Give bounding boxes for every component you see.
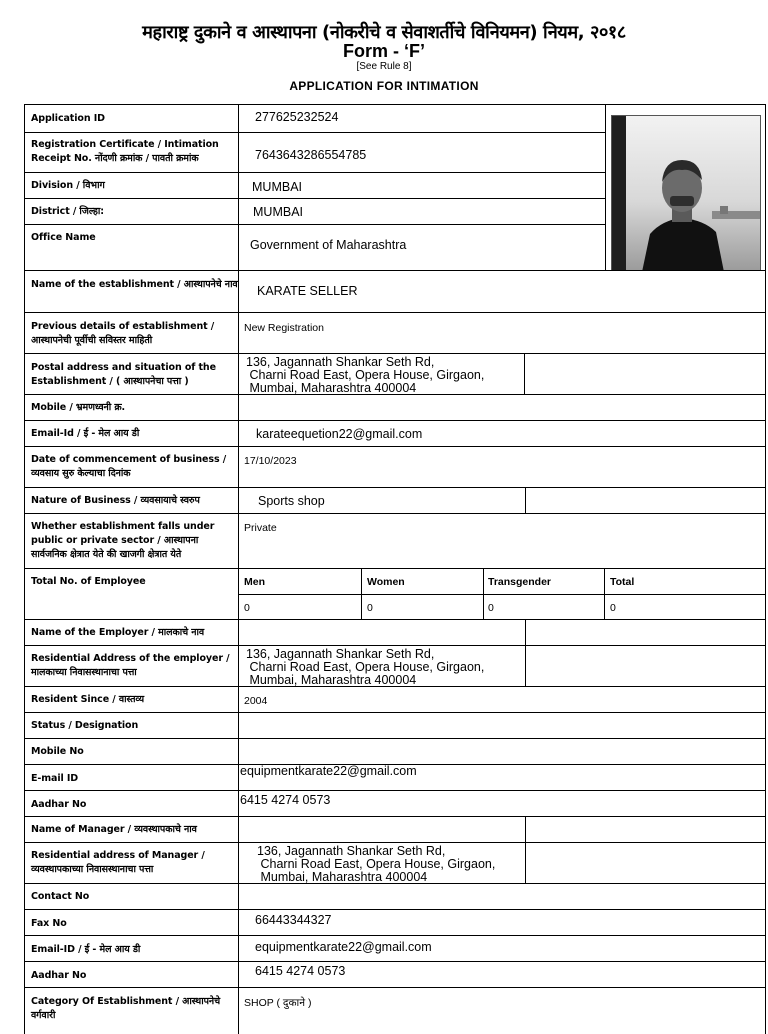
employees-total-value: 0 (610, 602, 616, 614)
sector-value: Private (244, 522, 277, 534)
resident-since-label: Resident Since / वास्तव्य (31, 694, 145, 705)
employees-women-header: Women (367, 576, 405, 588)
manager-aadhar-label: Aadhar No (31, 970, 87, 981)
office-details-section (24, 104, 766, 270)
email-label: Email-Id / ई - मेल आय डी (31, 428, 140, 439)
manager-address-row (24, 842, 766, 883)
commencement-row (24, 446, 766, 487)
manager-name-row (24, 816, 766, 842)
employer-address-label: Residential Address of the employer / मालकाच्या निवासस्थानाचा पत्ता (31, 653, 230, 678)
previous-details-label: Previous details of establishment / आस्थापनेची पूर्वीची सविस्तर माहिती (31, 321, 215, 346)
resident-since-row (24, 686, 766, 712)
employer-email-label: E-mail ID (31, 773, 79, 784)
district-label: District / जिल्हा: (31, 206, 104, 217)
applicant-photo (611, 115, 761, 271)
division-label: Division / विभाग (31, 180, 105, 191)
employees-total-header: Total (610, 576, 635, 588)
employer-aadhar-value: 6415 4274 0573 (240, 793, 331, 807)
employees-transgender-value: 0 (488, 602, 494, 614)
district-value: MUMBAI (253, 205, 303, 219)
nature-of-business-row (24, 487, 766, 513)
sector-row (24, 513, 766, 568)
status-row (24, 712, 766, 738)
establishment-name-row (24, 270, 766, 312)
employees-men-value: 0 (244, 602, 250, 614)
contact-no-row (24, 883, 766, 909)
employees-women-value: 0 (367, 602, 373, 614)
email-value: karateequetion22@gmail.com (256, 427, 423, 441)
registration-no-value: 7643643286554785 (255, 148, 367, 162)
resident-since-value: 2004 (244, 695, 268, 707)
employer-aadhar-label: Aadhar No (31, 799, 87, 810)
manager-aadhar-row (24, 961, 766, 987)
manager-email-value: equipmentkarate22@gmail.com (255, 940, 432, 954)
contact-no-label: Contact No (31, 891, 90, 902)
employer-address-value: 136, Jagannath Shankar Seth Rd, Charni Road East, Opera House, Girgaon, Mumbai, Maharashtra 400004 (246, 647, 485, 687)
manager-address-label: Residential address of Manager / व्यवस्थापकाच्या निवासस्थानाचा पत्ता (31, 850, 205, 875)
postal-address-row (24, 353, 766, 394)
establishment-name-label: Name of the establishment / आस्थापनेचे नाव (31, 279, 238, 290)
nature-of-business-value: Sports shop (258, 494, 325, 508)
employees-transgender-header: Transgender (488, 576, 552, 588)
previous-details-value: New Registration (244, 322, 324, 334)
manager-address-value: 136, Jagannath Shankar Seth Rd, Charni Road East, Opera House, Girgaon, Mumbai, Maharashtra 400004 (257, 844, 496, 884)
category-row (24, 987, 766, 1034)
category-label: Category Of Establishment / आस्थापनेचे वर्गवारी (31, 996, 220, 1021)
previous-details-row (24, 312, 766, 353)
nature-of-business-label: Nature of Business / व्यवसायाचे स्वरुप (31, 495, 200, 506)
employees-row (24, 568, 766, 619)
mobile-row (24, 394, 766, 420)
fax-no-value: 66443344327 (255, 913, 332, 927)
fax-no-row (24, 909, 766, 935)
manager-email-row (24, 935, 766, 961)
mobile-label: Mobile / भ्रमणध्वनी क्र. (31, 402, 126, 413)
application-id-value: 277625232524 (255, 110, 339, 124)
form-title-marathi: महाराष्ट्र दुकाने व आस्थापना (नोकरीचे व सेवाशर्तीचे विनियमन) नियम, २०१८ (142, 22, 626, 43)
manager-name-label: Name of Manager / व्यवस्थापकाचे नाव (31, 824, 197, 835)
division-value: MUMBAI (252, 180, 302, 194)
application-id-label: Application ID (31, 113, 105, 124)
sector-label: Whether establishment falls under public or private sector / आस्थापना सार्वजनिक क्षेत्रात येते की खाजगी क्षेत्रात येते (31, 521, 215, 560)
employer-name-row (24, 619, 766, 645)
email-row (24, 420, 766, 446)
manager-aadhar-value: 6415 4274 0573 (255, 964, 346, 978)
form-title: Form - ‘F’ (343, 41, 425, 61)
fax-no-label: Fax No (31, 918, 67, 929)
intimation-form-table (24, 104, 766, 1034)
status-label: Status / Designation (31, 720, 139, 731)
registration-no-label: Registration Certificate / Intimation Receipt No. नोंदणी क्रमांक / पावती क्रमांक (31, 139, 219, 164)
commencement-label: Date of commencement of business / व्यवसाय सुरु केल्याचा दिनांक (31, 454, 227, 479)
form-subtitle: APPLICATION FOR INTIMATION (289, 79, 479, 93)
employer-email-value: equipmentkarate22@gmail.com (240, 764, 417, 778)
manager-email-label: Email-ID / ई - मेल आय डी (31, 944, 141, 955)
office-name-value: Government of Maharashtra (250, 238, 407, 252)
rule-reference: [See Rule 8] (356, 61, 412, 72)
postal-address-label: Postal address and situation of the Establishment / ( आस्थापनेचा पत्ता ) (31, 362, 216, 387)
form-header (0, 22, 768, 93)
employer-aadhar-row (24, 790, 766, 816)
employer-mobile-label: Mobile No (31, 746, 84, 757)
employer-name-label: Name of the Employer / मालकाचे नाव (31, 627, 205, 638)
employer-mobile-row (24, 738, 766, 764)
postal-address-value: 136, Jagannath Shankar Seth Rd, Charni Road East, Opera House, Girgaon, Mumbai, Maharashtra 400004 (246, 355, 485, 395)
office-name-label: Office Name (31, 232, 96, 243)
establishment-name-value: KARATE SELLER (257, 284, 358, 298)
category-value: SHOP ( दुकाने ) (244, 997, 312, 1009)
employees-men-header: Men (244, 576, 265, 588)
commencement-value: 17/10/2023 (244, 455, 297, 467)
employer-address-row (24, 645, 766, 686)
employees-label: Total No. of Employee (31, 576, 146, 587)
employer-email-row (24, 764, 766, 790)
